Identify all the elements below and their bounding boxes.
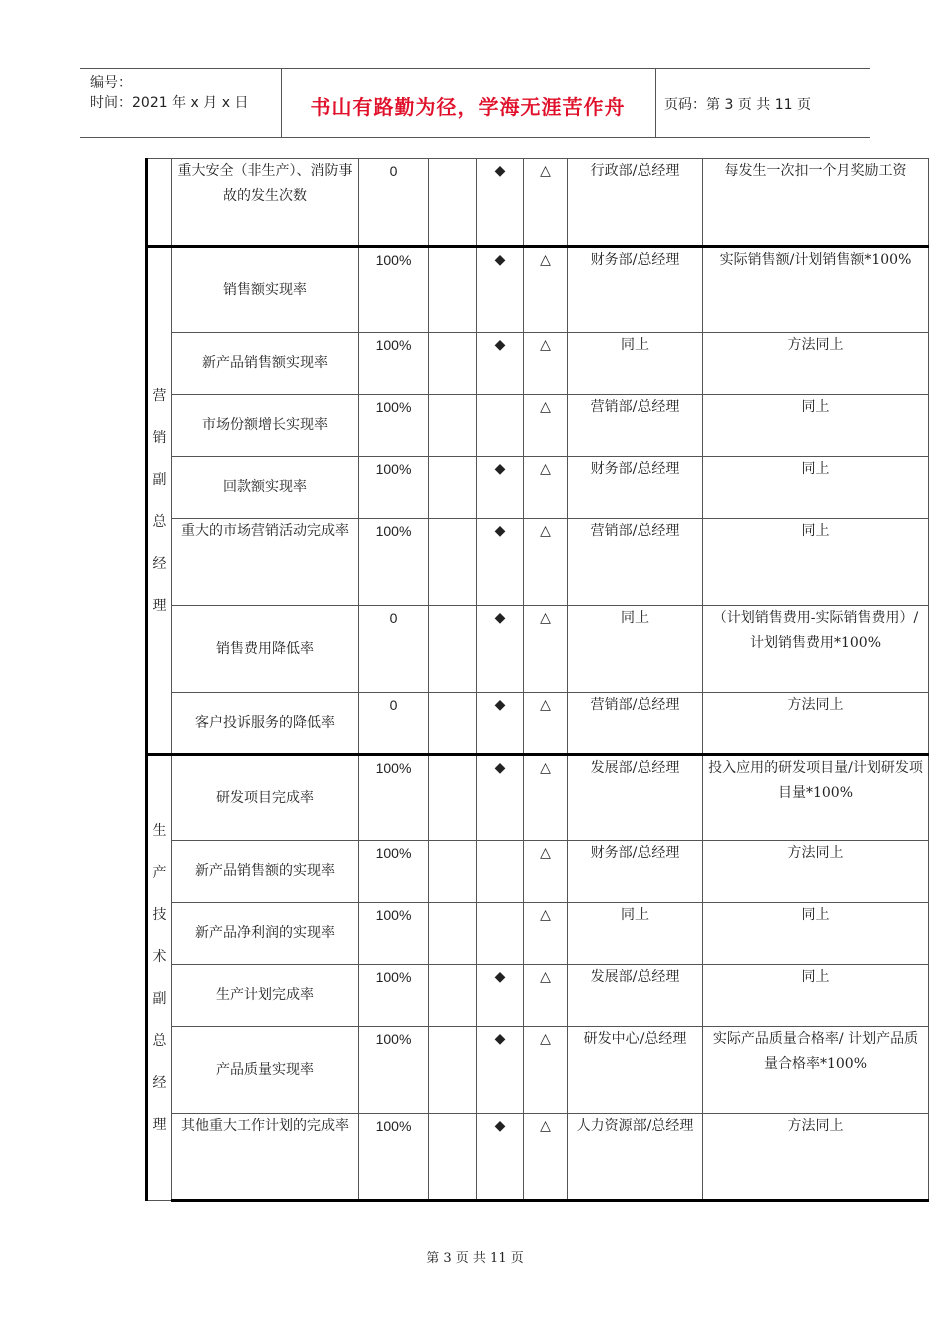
indicator-cell: 生产计划完成率 [172,965,359,1027]
table-row [147,755,929,841]
diamond-mark-cell: ◆ [477,333,524,395]
diamond-mark-cell: ◆ [477,1114,524,1201]
table-row [147,1027,929,1114]
mark-cell [429,606,477,693]
department-cell: 同上 [568,333,703,395]
group-label-char: 理 [152,597,167,614]
triangle-mark-cell: △ [524,247,568,333]
method-cell: 投入应用的研发项目量/计划研发项目量*100% [703,755,929,841]
indicator-cell: 研发项目完成率 [172,755,359,841]
header-page-number: 页码：第 3 页 共 11 页 [664,97,811,113]
group-label-char: 经 [152,555,167,572]
mark-cell [429,903,477,965]
table-row [147,247,929,333]
target-cell: 100% [359,395,429,457]
mark-cell [429,247,477,333]
target-cell: 0 [359,159,429,247]
diamond-mark-cell: ◆ [477,965,524,1027]
mark-cell [429,1114,477,1201]
triangle-mark-cell: △ [524,841,568,903]
mark-cell [429,457,477,519]
group-production-vp [147,755,172,1201]
triangle-mark-cell: △ [524,606,568,693]
header-motto: 书山有路勤为径，学海无涯苦作舟 [310,95,626,119]
diamond-mark-cell: ◆ [477,519,524,606]
diamond-mark-cell: ◆ [477,247,524,333]
triangle-mark-cell: △ [524,457,568,519]
target-cell: 100% [359,1027,429,1114]
triangle-mark-cell: △ [524,395,568,457]
method-cell: 实际产品质量合格率/ 计划产品质量合格率*100% [703,1027,929,1114]
diamond-mark-cell: ◆ [477,693,524,755]
indicator-cell: 销售费用降低率 [172,606,359,693]
department-cell: 行政部/总经理 [568,159,703,247]
table-row [147,693,929,755]
triangle-mark-cell: △ [524,693,568,755]
indicator-cell: 新产品净利润的实现率 [172,903,359,965]
method-cell: 同上 [703,519,929,606]
group-empty [147,159,172,247]
group-label-char: 技 [152,907,167,923]
table-row [147,395,929,457]
kpi-table-body [147,159,929,1201]
indicator-cell: 新产品销售额实现率 [172,333,359,395]
method-cell: 同上 [703,457,929,519]
diamond-mark-cell: ◆ [477,1027,524,1114]
mark-cell [429,755,477,841]
target-cell: 100% [359,1114,429,1201]
group-label-char: 副 [152,991,167,1007]
target-cell: 100% [359,457,429,519]
group-label-char: 销 [152,429,167,446]
diamond-mark-cell [477,841,524,903]
target-cell: 100% [359,841,429,903]
triangle-mark-cell: △ [524,159,568,247]
mark-cell [429,1027,477,1114]
document-time-label: 时间：2021 年 x 月 x 日 [90,95,249,111]
target-cell: 100% [359,755,429,841]
department-cell: 财务部/总经理 [568,247,703,333]
group-label [148,375,171,627]
group-label-char: 术 [152,949,167,965]
group-marketing-vp [147,247,172,755]
method-cell: 方法同上 [703,1114,929,1201]
department-cell: 营销部/总经理 [568,395,703,457]
method-cell: 方法同上 [703,841,929,903]
target-cell: 100% [359,247,429,333]
method-cell: 实际销售额/计划销售额*100% [703,247,929,333]
method-cell: 同上 [703,395,929,457]
page-header [80,68,870,138]
indicator-cell: 回款额实现率 [172,457,359,519]
department-cell: 财务部/总经理 [568,457,703,519]
method-cell: （计划销售费用-实际销售费用）/计划销售费用*100% [703,606,929,693]
diamond-mark-cell: ◆ [477,457,524,519]
target-cell: 0 [359,693,429,755]
mark-cell [429,333,477,395]
triangle-mark-cell: △ [524,333,568,395]
triangle-mark-cell: △ [524,519,568,606]
group-label-char: 总 [152,1033,167,1049]
diamond-mark-cell [477,903,524,965]
group-label-char: 副 [152,471,167,488]
target-cell: 100% [359,903,429,965]
indicator-cell: 其他重大工作计划的完成率 [172,1114,359,1201]
indicator-cell: 重大的市场营销活动完成率 [172,519,359,606]
triangle-mark-cell: △ [524,903,568,965]
diamond-mark-cell: ◆ [477,606,524,693]
department-cell: 营销部/总经理 [568,519,703,606]
method-cell: 方法同上 [703,333,929,395]
diamond-mark-cell: ◆ [477,755,524,841]
table-row [147,1114,929,1201]
group-label-char: 营 [152,387,167,404]
header-divider [655,69,656,137]
method-cell: 同上 [703,903,929,965]
target-cell: 0 [359,606,429,693]
group-label-char: 理 [152,1117,167,1133]
table-row [147,333,929,395]
table-row [147,159,929,247]
department-cell: 研发中心/总经理 [568,1027,703,1114]
triangle-mark-cell: △ [524,1027,568,1114]
department-cell: 同上 [568,903,703,965]
triangle-mark-cell: △ [524,1114,568,1201]
indicator-cell: 重大安全（非生产）、消防事故的发生次数 [172,159,359,247]
method-cell: 方法同上 [703,693,929,755]
department-cell: 发展部/总经理 [568,965,703,1027]
table-row [147,519,929,606]
page-footer: 第 3 页 共 11 页 [426,1251,524,1266]
table-row [147,903,929,965]
document-number-label: 编号： [90,75,132,91]
department-cell: 同上 [568,606,703,693]
diamond-mark-cell: ◆ [477,159,524,247]
department-cell: 财务部/总经理 [568,841,703,903]
mark-cell [429,395,477,457]
triangle-mark-cell: △ [524,755,568,841]
indicator-cell: 客户投诉服务的降低率 [172,693,359,755]
mark-cell [429,841,477,903]
indicator-cell: 产品质量实现率 [172,1027,359,1114]
table-row [147,606,929,693]
target-cell: 100% [359,965,429,1027]
indicator-cell: 新产品销售额的实现率 [172,841,359,903]
mark-cell [429,159,477,247]
group-label-char: 生 [152,823,167,839]
mark-cell [429,519,477,606]
group-label [148,810,171,1146]
department-cell: 营销部/总经理 [568,693,703,755]
table-row [147,841,929,903]
group-label-char: 总 [152,513,167,530]
indicator-cell: 销售额实现率 [172,247,359,333]
target-cell: 100% [359,519,429,606]
target-cell: 100% [359,333,429,395]
method-cell: 每发生一次扣一个月奖励工资 [703,159,929,247]
indicator-cell: 市场份额增长实现率 [172,395,359,457]
table-row [147,457,929,519]
mark-cell [429,965,477,1027]
triangle-mark-cell: △ [524,965,568,1027]
table-row [147,965,929,1027]
group-label-char: 产 [152,865,167,881]
header-meta [90,73,248,113]
kpi-table [145,158,929,1202]
department-cell: 人力资源部/总经理 [568,1114,703,1201]
mark-cell [429,693,477,755]
department-cell: 发展部/总经理 [568,755,703,841]
method-cell: 同上 [703,965,929,1027]
diamond-mark-cell [477,395,524,457]
group-label-char: 经 [152,1075,167,1091]
